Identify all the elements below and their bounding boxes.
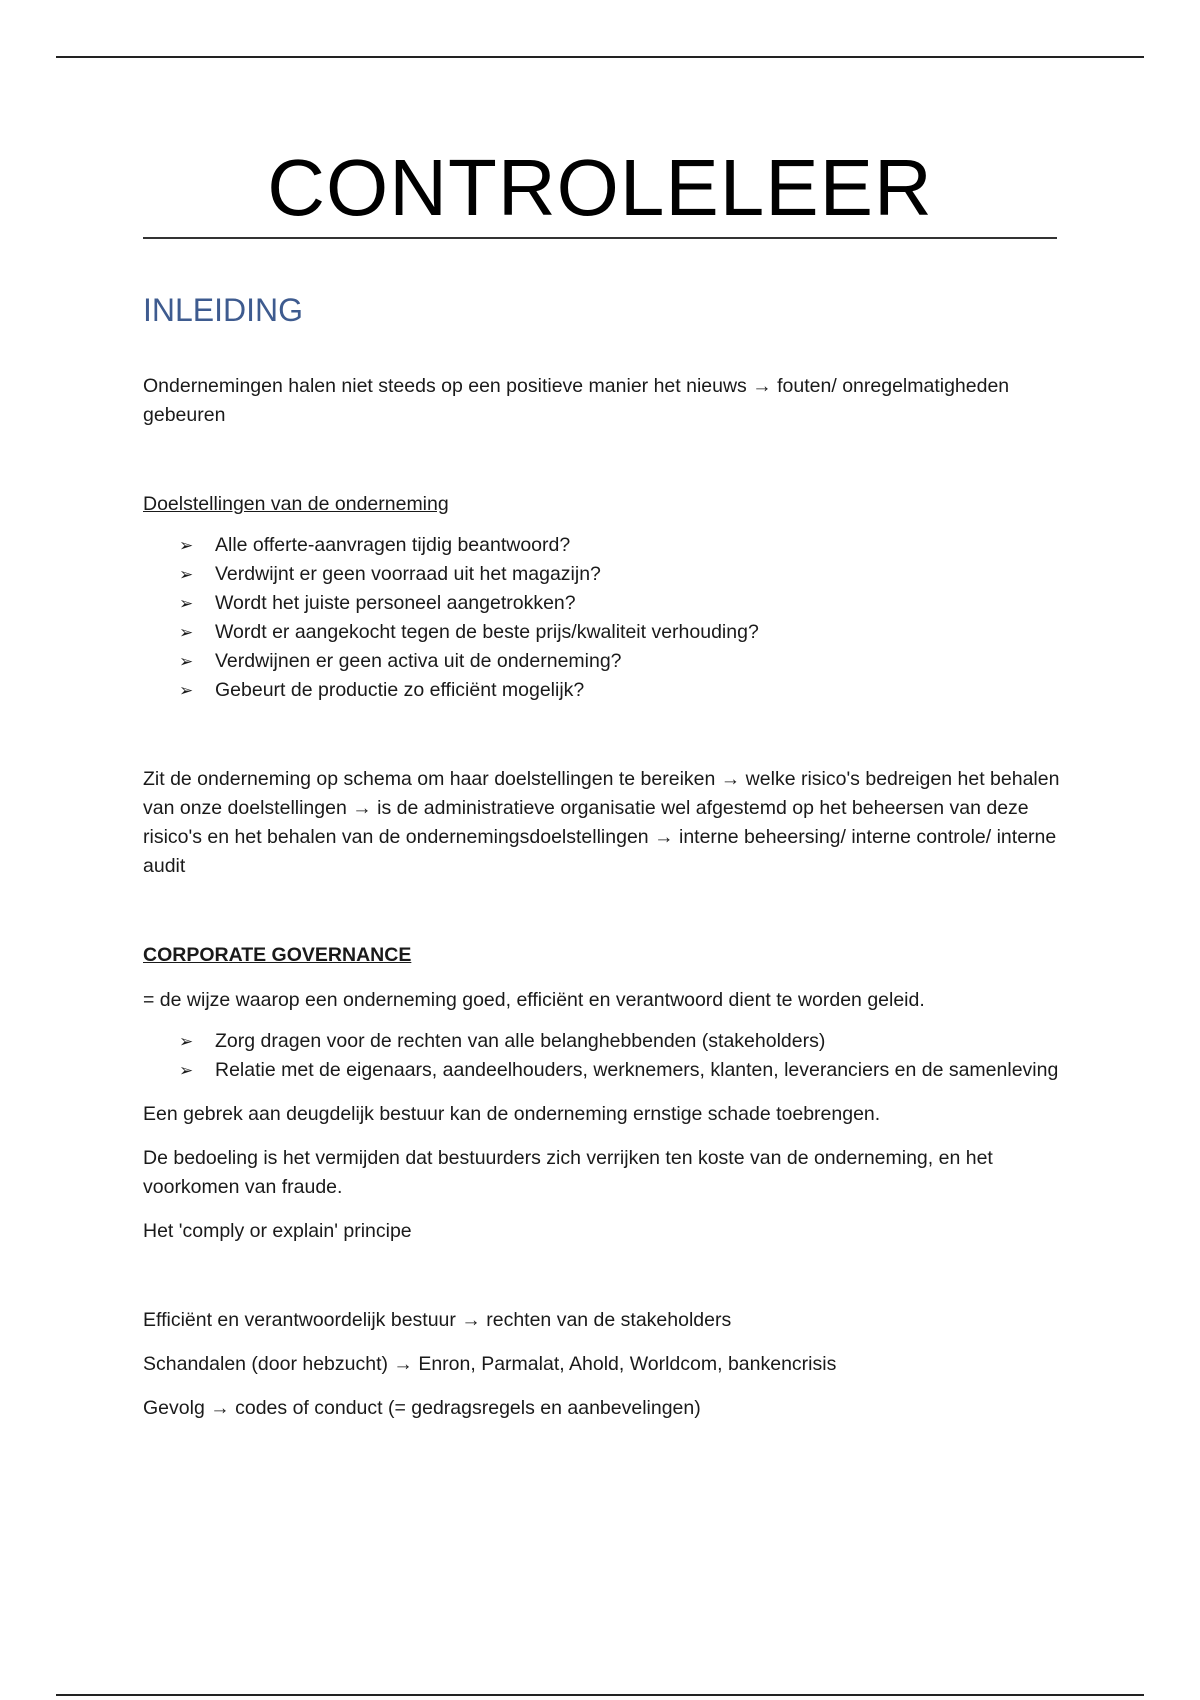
page-bottom-rule	[56, 1694, 1144, 1696]
intro-paragraph: Ondernemingen halen niet steeds op een positieve manier het nieuws → fouten/ onregelmatigheden gebeuren	[143, 375, 1010, 426]
list-item: ➢ Verdwijnen er geen activa uit de onderneming?	[215, 647, 1063, 676]
cg-points-list	[143, 1027, 1063, 1085]
arrow-bullet-icon: ➢	[179, 681, 194, 700]
list-item: ➢ Wordt er aangekocht tegen de beste prijs/kwaliteit verhouding?	[215, 618, 1063, 647]
arrow-bullet-icon: ➢	[179, 536, 194, 555]
list-item: ➢ Zorg dragen voor de rechten van alle belanghebbenden (stakeholders)	[215, 1027, 1063, 1056]
list-item: ➢ Alle offerte-aanvragen tijdig beantwoord?	[215, 531, 1063, 560]
list-item: ➢ Relatie met de eigenaars, aandeelhouders, werknemers, klanten, leveranciers en de samenleving	[215, 1056, 1063, 1085]
title-underline	[143, 237, 1057, 239]
arrow-bullet-icon: ➢	[179, 1061, 194, 1080]
page-top-rule	[56, 56, 1144, 58]
arrow-bullet-icon: ➢	[179, 1032, 194, 1051]
list-item: ➢ Gebeurt de productie zo efficiënt mogelijk?	[215, 676, 1063, 705]
arrow-bullet-icon: ➢	[179, 652, 194, 671]
goals-heading: Doelstellingen van de onderneming	[143, 493, 449, 515]
arrow-bullet-icon: ➢	[179, 594, 194, 613]
corporate-governance-heading: CORPORATE GOVERNANCE	[143, 944, 412, 966]
cg-paragraph-3: Het 'comply or explain' principe	[143, 1220, 412, 1242]
cg-paragraph-2: De bedoeling is het vermijden dat bestuurders zich verrijken ten koste van de onderneming, en het voorkomen van fraude.	[143, 1147, 993, 1198]
cg-paragraph-1: Een gebrek aan deugdelijk bestuur kan de onderneming ernstige schade toebrengen.	[143, 1103, 881, 1125]
summary-line-1: Efficiënt en verantwoordelijk bestuur → rechten van de stakeholders	[143, 1309, 732, 1331]
schema-paragraph: Zit de onderneming op schema om haar doelstellingen te bereiken → welke risico's bedreigen het behalen van onze doelstellingen → is de administratieve organisatie wel afgestemd op het beheersen van deze risico's en het behalen van de ondernemingsdoelstellingen → interne beheersing/ interne controle/ interne audit	[143, 768, 1060, 877]
arrow-bullet-icon: ➢	[179, 623, 194, 642]
list-item: ➢ Wordt het juiste personeel aangetrokken?	[215, 589, 1063, 618]
summary-line-3: Gevolg → codes of conduct (= gedragsregels en aanbevelingen)	[143, 1397, 701, 1419]
summary-line-2: Schandalen (door hebzucht) → Enron, Parmalat, Ahold, Worldcom, bankencrisis	[143, 1353, 837, 1375]
cg-definition: = de wijze waarop een onderneming goed, efficiënt en verantwoord dient te worden geleid.	[143, 989, 925, 1011]
list-item: ➢ Verdwijnt er geen voorraad uit het magazijn?	[215, 560, 1063, 589]
document-title: CONTROLELEER	[267, 143, 933, 232]
goals-list	[143, 531, 1063, 705]
document-body	[143, 290, 1063, 1423]
section-heading: INLEIDING	[143, 292, 304, 328]
arrow-bullet-icon: ➢	[179, 565, 194, 584]
